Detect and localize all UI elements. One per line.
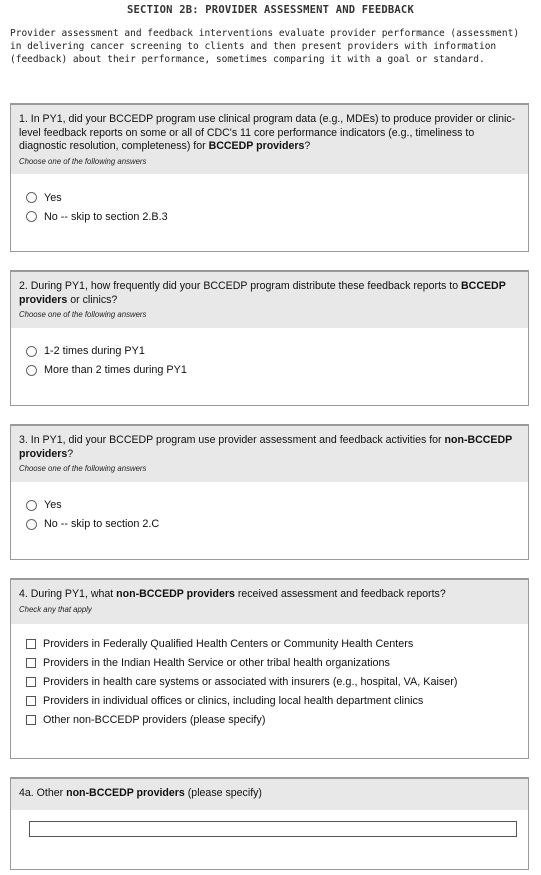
section-intro: Provider assessment and feedback interventions evaluate provider performance (assessment) in delivering cancer screening to clients and then present providers with information (feedback) about their performance, sometimes comparing it with a goal or standard. bbox=[10, 28, 520, 65]
other-providers-text-field[interactable] bbox=[29, 821, 517, 837]
question-2-emphasis: BCCEDP providers bbox=[19, 280, 506, 306]
option-label: Providers in Federally Qualified Health Centers or Community Health Centers bbox=[43, 637, 414, 650]
q3-option-yes[interactable] bbox=[26, 496, 528, 515]
checkbox[interactable] bbox=[26, 715, 36, 725]
question-4-text-end: received assessment and feedback reports? bbox=[234, 588, 446, 600]
q4-option-other[interactable] bbox=[26, 710, 528, 729]
radio-button[interactable] bbox=[26, 192, 37, 203]
radio-button[interactable] bbox=[26, 519, 37, 530]
q2-option-more-than-2[interactable] bbox=[26, 361, 528, 380]
option-label: More than 2 times during PY1 bbox=[44, 364, 187, 376]
question-4-emphasis: non-BCCEDP providers bbox=[116, 588, 235, 600]
question-1-hint: Choose one of the following answers bbox=[19, 156, 147, 166]
question-4-options bbox=[11, 624, 528, 729]
question-3-header bbox=[11, 426, 528, 482]
q4-option-fqhc[interactable] bbox=[26, 634, 528, 653]
question-4-header bbox=[11, 580, 528, 624]
question-4a-text: 4a. Other bbox=[19, 787, 67, 799]
question-1-text: 1. In PY1, did your BCCEDP program use clinical program data (e.g., MDEs) to produce provider or clinic-level feedback reports on some or all of CDC's 11 core performance indicators (e.g., timeliness to diagnostic resolution, completeness) for bbox=[19, 113, 516, 152]
checkbox[interactable] bbox=[26, 696, 36, 706]
radio-button[interactable] bbox=[26, 500, 37, 511]
question-4a-box bbox=[10, 777, 529, 870]
radio-button[interactable] bbox=[26, 365, 37, 376]
option-label: 1-2 times during PY1 bbox=[44, 345, 145, 357]
radio-button[interactable] bbox=[26, 211, 37, 222]
option-label: Yes bbox=[44, 191, 62, 204]
question-3-text-end: ? bbox=[67, 447, 74, 460]
checkbox[interactable] bbox=[26, 639, 36, 649]
q1-option-yes[interactable] bbox=[26, 188, 528, 207]
q1-option-no[interactable] bbox=[26, 207, 528, 226]
option-label: No -- skip to section 2.C bbox=[44, 518, 160, 530]
question-2-header bbox=[11, 272, 528, 328]
question-3-hint: Choose one of the following answers bbox=[19, 464, 147, 473]
q4-option-health-systems[interactable] bbox=[26, 672, 528, 691]
question-3-emphasis: non-BCCEDP providers bbox=[19, 434, 513, 460]
question-1-emphasis: BCCEDP providers bbox=[208, 140, 305, 152]
question-4-text: 4. During PY1, what bbox=[19, 588, 117, 600]
question-2-text: 2. During PY1, how frequently did your BCCEDP program distribute these feedback reports to bbox=[19, 280, 462, 292]
option-label: Yes bbox=[44, 499, 62, 511]
question-1-text-end: ? bbox=[304, 140, 311, 152]
question-4-box bbox=[10, 578, 529, 759]
q2-option-1-2-times[interactable] bbox=[26, 342, 528, 361]
question-3-box bbox=[10, 424, 529, 560]
question-1-box bbox=[10, 103, 529, 252]
question-2-hint: Choose one of the following answers bbox=[19, 310, 147, 319]
option-label: Other non-BCCEDP providers (please specify) bbox=[43, 713, 266, 726]
question-2-text-end: or clinics? bbox=[67, 293, 118, 306]
option-label: Providers in health care systems or associated with insurers (e.g., hospital, VA, Kaiser) bbox=[43, 675, 458, 688]
question-4a-text-end: (please specify) bbox=[184, 787, 262, 799]
question-1-header bbox=[11, 105, 528, 174]
radio-button[interactable] bbox=[26, 346, 37, 357]
question-3-text: 3. In PY1, did your BCCEDP program use provider assessment and feedback activities for bbox=[19, 434, 445, 446]
checkbox[interactable] bbox=[26, 677, 36, 687]
question-2-box bbox=[10, 270, 529, 406]
option-label: No -- skip to section 2.B.3 bbox=[44, 210, 168, 223]
q3-option-no[interactable] bbox=[26, 515, 528, 534]
q4-option-ihs[interactable] bbox=[26, 653, 528, 672]
question-2-options bbox=[11, 328, 528, 380]
option-label: Providers in the Indian Health Service or other tribal health organizations bbox=[43, 656, 390, 669]
q4-option-individual-offices[interactable] bbox=[26, 691, 528, 710]
checkbox[interactable] bbox=[26, 658, 36, 668]
question-3-options bbox=[11, 482, 528, 534]
question-1-options bbox=[11, 174, 528, 226]
question-4a-header bbox=[11, 779, 528, 810]
question-4-hint: Check any that apply bbox=[19, 604, 92, 614]
option-label: Providers in individual offices or clinics, including local health department clinics bbox=[43, 694, 424, 707]
question-4a-emphasis: non-BCCEDP providers bbox=[66, 787, 185, 799]
section-title: SECTION 2B: PROVIDER ASSESSMENT AND FEEDBACK bbox=[127, 4, 414, 16]
